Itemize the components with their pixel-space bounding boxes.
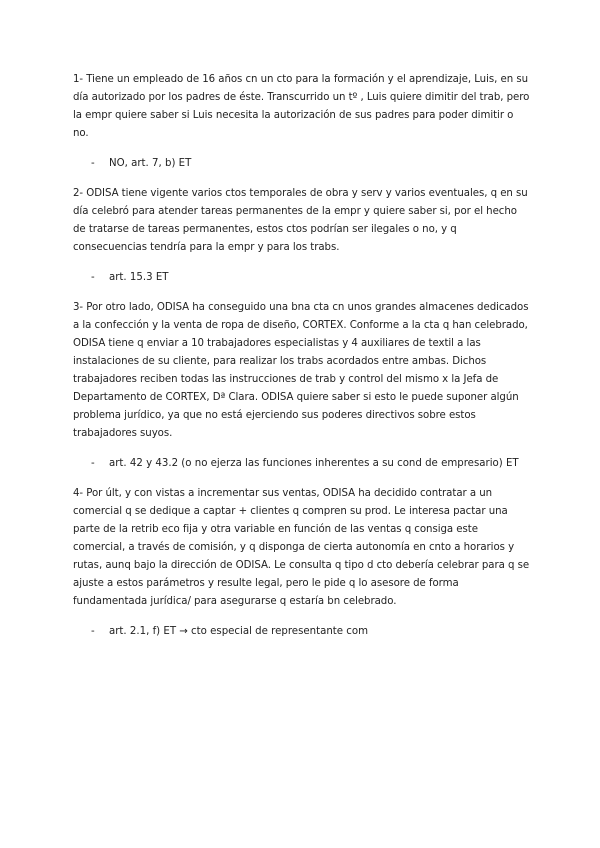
answer-3 [73, 455, 530, 473]
answer-1-text: NO, art. 7, b) ET [109, 158, 192, 169]
answer-2 [73, 269, 530, 287]
answer-3-text: art. 42 y 43.2 (o no ejerza las funciones inherentes a su cond de empresario) ET [109, 458, 519, 469]
answer-2-text: art. 15.3 ET [109, 272, 169, 283]
question-1: 1- Tiene un empleado de 16 años cn un cto para la formación y el aprendizaje, Luis, en su día autorizado por los padres de éste. Transcurrido un tº , Luis quiere dimitir del trab, pero la empr quiere saber si Luis necesita la autorización de sus padres para poder dimitir o no. [73, 74, 530, 139]
question-3: 3- Por otro lado, ODISA ha conseguido una bna cta cn unos grandes almacenes dedicados a la confección y la venta de ropa de diseño, CORTEX. Conforme a la cta q han celebrado, ODISA tiene q enviar a 10 trabajadores especialistas y 4 auxiliares de textil a las instalaciones de su cliente, para realizar los trabs acordados entre ambas. Dichos trabajadores reciben todas las instrucciones de trab y control del mismo x la Jefa de Departamento de CORTEX, Dª Clara. ODISA quiere saber si esto le puede suponer algún problema jurídico, ya que no está ejerciendo sus poderes directivos sobre estos trabajadores suyos. [73, 302, 529, 439]
question-2: 2- ODISA tiene vigente varios ctos temporales de obra y serv y varios eventuales, q en su día celebró para atender tareas permanentes de la empr y quiere saber si, por el hecho de tratarse de tareas permanentes, estos ctos podrían ser ilegales o no, y q consecuencias tendría para la empr y para los trabs. [73, 188, 528, 253]
bullet-dash: - [91, 626, 95, 637]
answer-4-text: art. 2.1, f) ET → cto especial de representante com [109, 626, 369, 637]
question-4: 4- Por últ, y con vistas a incrementar sus ventas, ODISA ha decidido contratar a un comercial q se dedique a captar + clientes q compren su prod. Le interesa pactar una parte de la retrib eco fija y otra variable en función de las ventas q consiga este comercial, a través de comisión, y q disponga de cierta autonomía en cnto a horarios y rutas, aunq bajo la dirección de ODISA. Le consulta q tipo d cto debería celebrar para q se ajuste a estos parámetros y resulte legal, pero le pide q lo asesore de forma fundamentada jurídica/ para asegurarse q estaría bn celebrado. [73, 488, 530, 607]
bullet-dash: - [91, 458, 95, 469]
bullet-dash: - [91, 272, 95, 283]
answer-4 [73, 623, 530, 641]
answer-1 [73, 155, 530, 173]
bullet-dash: - [91, 158, 95, 169]
